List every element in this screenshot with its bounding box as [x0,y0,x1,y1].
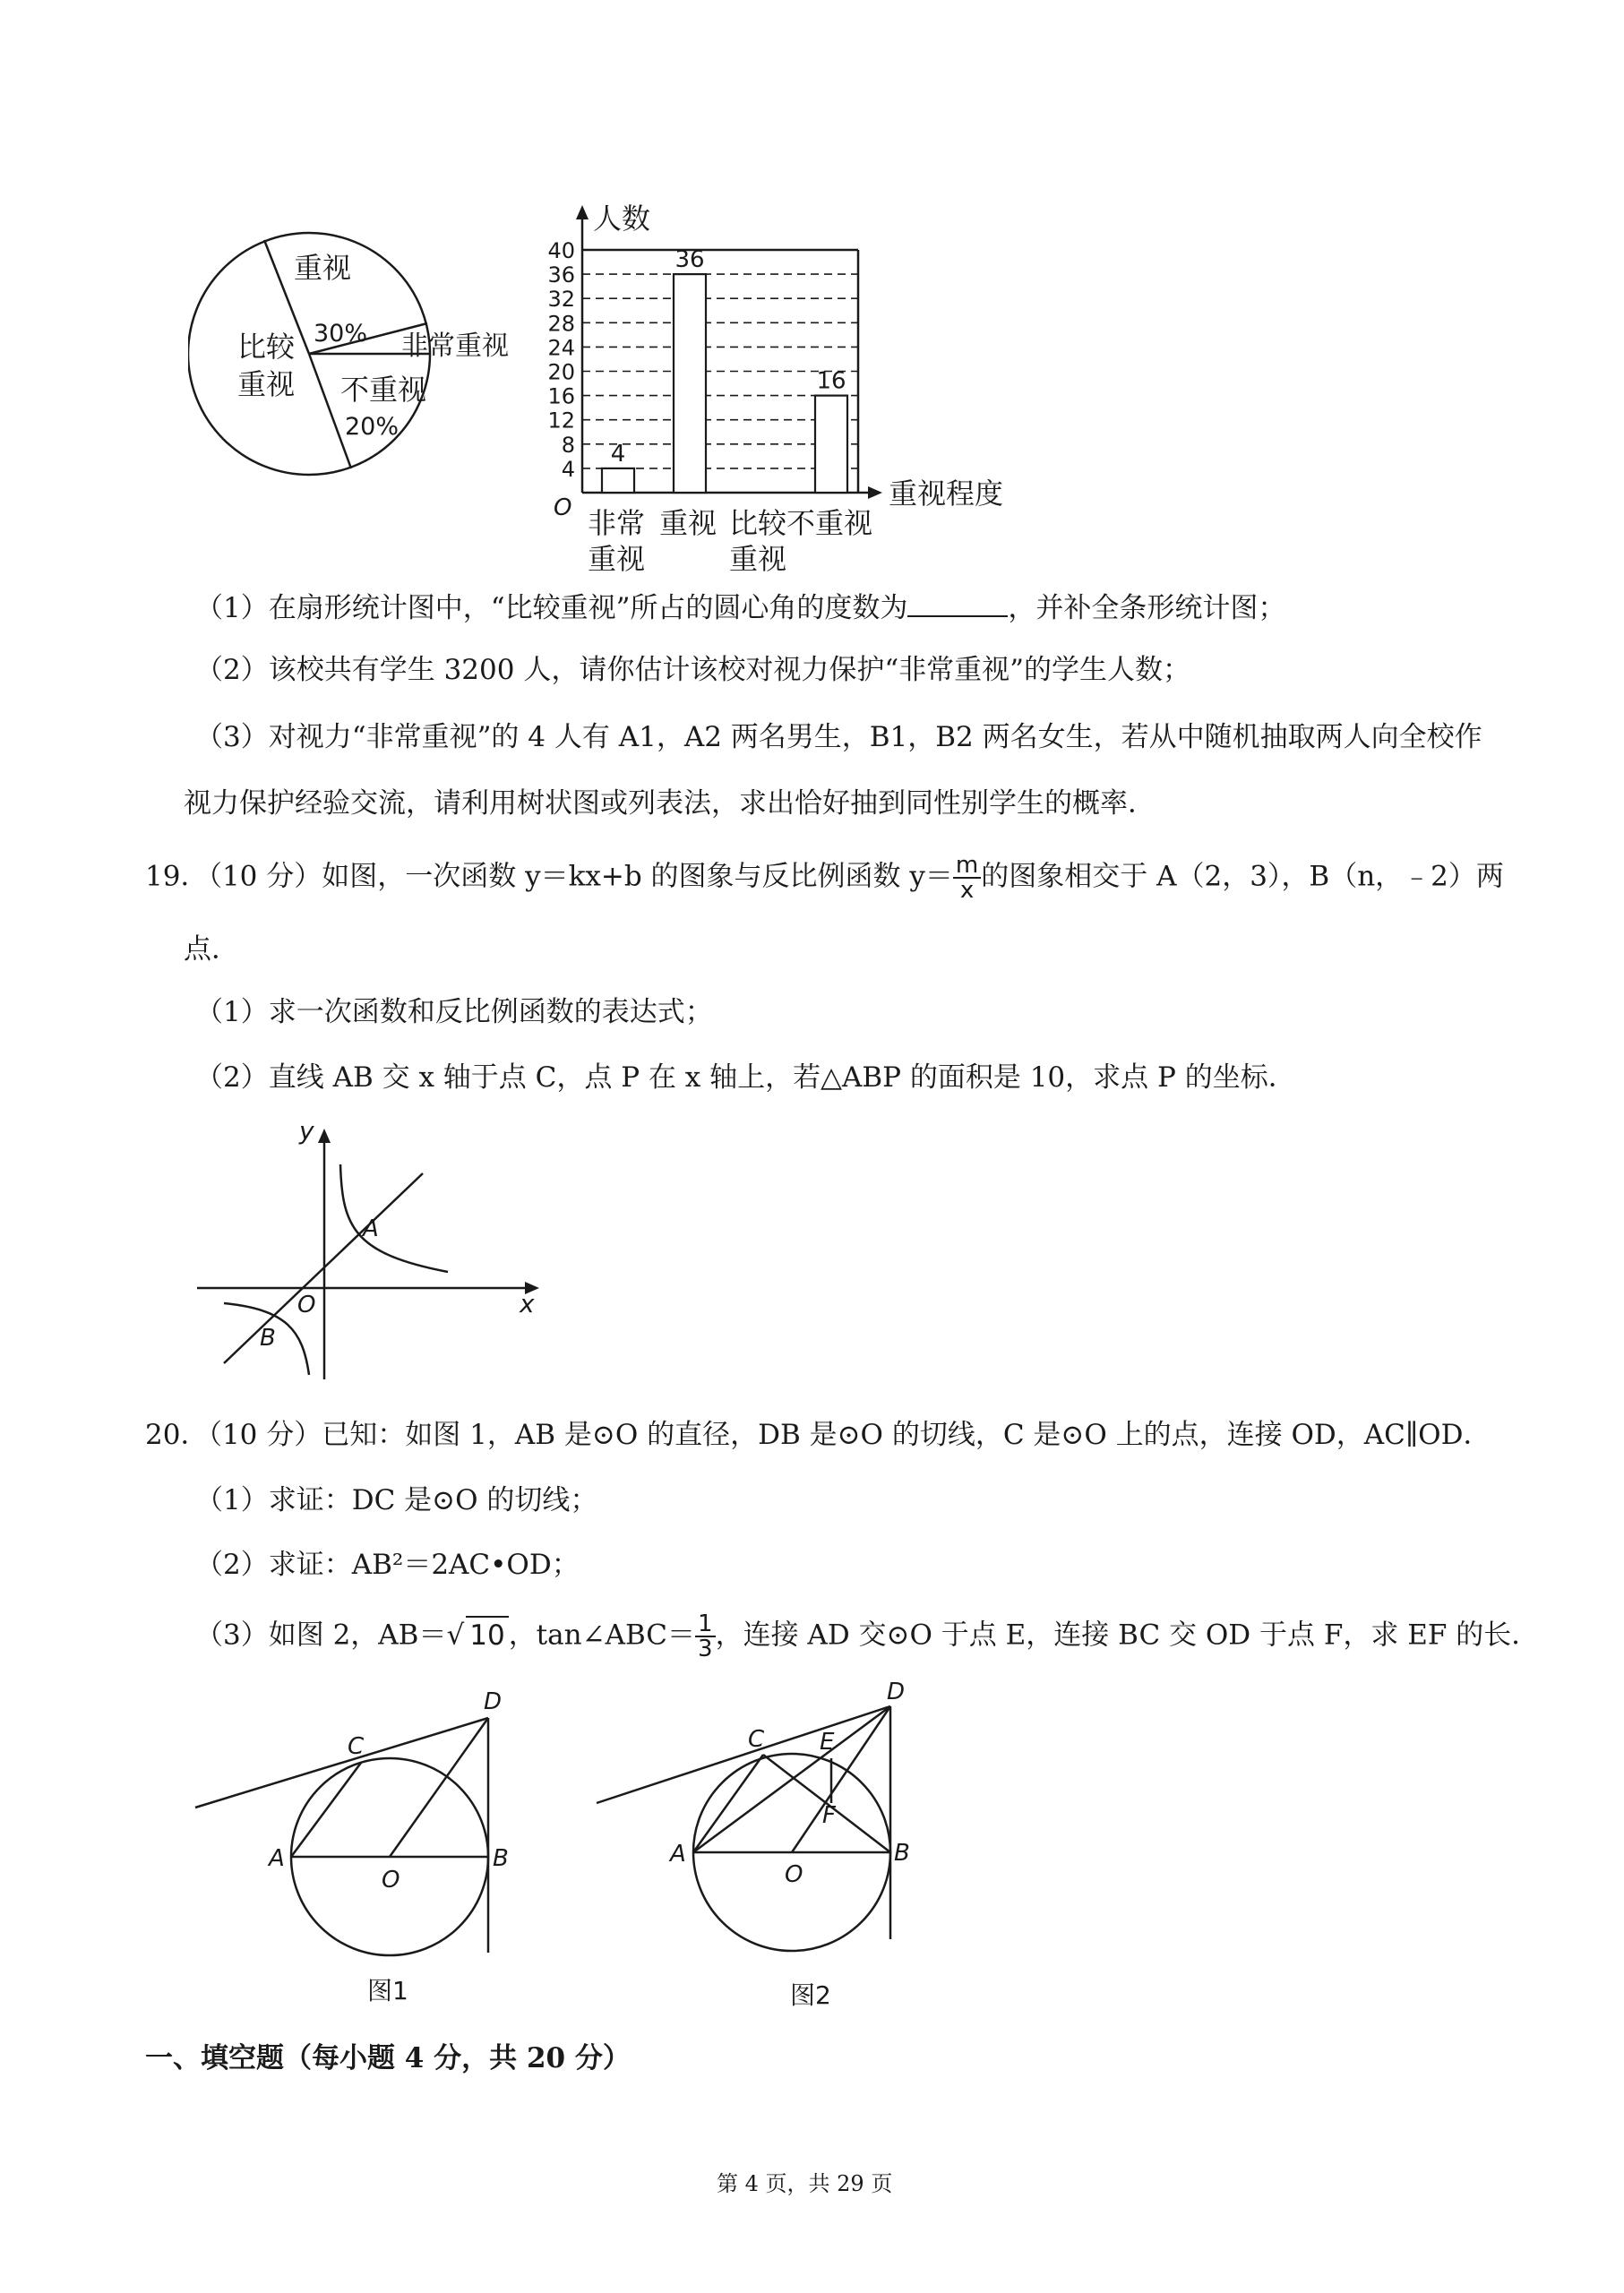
y-tick-label-40: 40 [547,238,575,263]
fig1-caption: 图1 [367,1976,408,2005]
y-axis-label: 人数 [593,202,651,236]
fig1-tangent-dc [195,1718,488,1808]
graph-label-y: y [299,1120,314,1146]
fig1-label-b: B [493,1845,509,1872]
y-tick-label-16: 16 [547,383,575,409]
fig2-segment-od [792,1706,890,1852]
pie-label-buzhongshi: 不重视 [340,373,427,407]
y-tick-label-24: 24 [547,335,575,361]
pie-percent-zhongshi: 30% [314,320,368,348]
pie-label-bijiao-line2: 重视 [237,367,296,401]
q20-part1: （1）求证：DC 是⊙O 的切线； [195,1484,598,1516]
sqrt-radicand: 10 [466,1616,508,1653]
fig2-label-b: B [894,1840,910,1867]
fig1-label-a: A [269,1845,285,1872]
graph-label-x: x [520,1289,535,1318]
bar-value-label-0: 4 [610,440,626,468]
y-tick-label-32: 32 [547,287,575,313]
fig2-label-c: C [748,1726,765,1753]
q20-part2: （2）求证：AB²＝2AC•OD； [195,1549,580,1581]
fig2-label-a: A [670,1841,686,1868]
y-axis-arrow [576,205,589,219]
fig1-segment-ac [291,1763,361,1857]
q20-stem: 20．（10 分）已知：如图 1，AB 是⊙O 的直径，DB 是⊙O 的切线，C 是⊙O 上的点，连接 OD，AC∥OD． [145,1419,1491,1451]
bar-0 [602,468,634,493]
graph-y-arrow [318,1129,331,1143]
q19-stem-b: 的图象相交于 A（2，3），B（n，﹣2）两 [981,860,1504,893]
q19-part1: （1）求一次函数和反比例函数的表达式； [195,996,713,1028]
y-tick-label-8: 8 [561,432,575,458]
x-category-label-2-0: 比较 [728,506,787,540]
q19-function-graph [188,1120,555,1388]
fraction-numerator: 1 [695,1612,716,1637]
y-tick-label-20: 20 [547,359,575,385]
bar-3 [815,396,847,493]
q19-stem [145,854,1504,902]
q19-part2: （2）直线 AB 交 x 轴于点 C，点 P 在 x 轴上，若△ABP 的面积是 10，求点 P 的坐标． [195,1061,1296,1094]
q18-part1-text-b: ，并补全条形统计图； [1008,592,1286,624]
fig2-label-d: D [887,1679,906,1705]
pie-label-feichang: 非常重视 [401,331,509,362]
graph-label-origin: O [297,1292,316,1318]
fig1-segment-od [390,1718,488,1857]
x-category-label-0-1: 重视 [587,542,646,576]
fig1-label-d: D [484,1688,503,1715]
q20-part3-text-a: （3）如图 2，AB＝ [195,1619,447,1652]
q20-figure-1 [188,1684,528,2015]
pie-divider-bottom [309,354,351,468]
pie-label-bijiao-line1: 比较 [237,330,296,364]
pie-percent-buzhongshi: 20% [345,413,400,441]
q18-part1 [195,590,1285,626]
y-tick-label-36: 36 [547,262,575,288]
q19-fraction [953,854,981,902]
bar-1 [674,274,706,493]
x-category-label-3-0: 不重视 [786,506,873,540]
fig2-label-e: E [820,1729,835,1756]
fig2-label-f: F [822,1802,836,1829]
q20-part3-text-b: ，tan∠ABC＝ [508,1619,696,1652]
x-category-label-2-1: 重视 [728,542,787,576]
y-tick-label-4: 4 [561,456,575,482]
q20-fraction [695,1612,716,1661]
bar-value-label-1: 36 [675,246,705,274]
pie-label-zhongshi: 重视 [294,251,352,285]
q20-part3-text-c: ，连接 AD 交⊙O 于点 E，连接 BC 交 OD 于点 F，求 EF 的长． [715,1619,1540,1652]
x-axis-label: 重视程度 [889,477,1004,511]
q18-part1-text-a: （1）在扇形统计图中，“比较重视”所占的圆心角的度数为 [195,592,908,624]
origin-label: O [554,494,572,521]
hyperbola-branch-upper [340,1164,448,1272]
fig1-label-o: O [382,1867,400,1894]
page-footer: 第 4 页，共 29 页 [717,2171,893,2196]
fraction-denominator: x [959,877,975,904]
q20-part3 [195,1612,1539,1661]
fig2-label-o: O [785,1861,803,1888]
q18-part3-line2: 视力保护经验交流，请利用树状图或列表法，求出恰好抽到同性别学生的概率． [184,787,1156,820]
x-axis-arrow [868,486,882,499]
x-category-label-0-0: 非常 [587,506,646,540]
graph-label-point-b: B [260,1325,276,1352]
q18-part2: （2）该校共有学生 3200 人，请你估计该校对视力保护“非常重视”的学生人数； [195,654,1191,686]
q19-stem-line2: 点． [184,933,239,966]
sqrt-sign: √ [446,1619,465,1652]
bar-chart [528,202,1030,578]
x-category-label-1-0: 重视 [658,506,717,540]
section-heading: 一、填空题（每小题 4 分，共 20 分） [145,2042,631,2074]
bar-value-label-3: 16 [816,367,846,395]
fig1-label-c: C [348,1733,365,1760]
y-tick-label-12: 12 [547,408,575,434]
fraction-denominator: 3 [698,1636,713,1662]
fig2-segment-ac [693,1755,763,1852]
y-tick-label-28: 28 [547,311,575,337]
fig2-tangent-dc [597,1706,890,1803]
q18-part3-line1: （3）对视力“非常重视”的 4 人有 A1，A2 两名男生，B1，B2 两名女生，若从中随机抽取两人向全校作 [195,721,1482,753]
answer-blank [907,592,1008,617]
fig2-caption: 图2 [790,1980,831,2010]
pie-chart [188,222,546,491]
q19-stem-a: 19．（10 分）如图，一次函数 y＝kx+b 的图象与反比例函数 y＝ [145,860,953,893]
graph-label-point-a: A [363,1215,379,1242]
q20-figure-2 [591,1679,949,2020]
fraction-numerator: m [953,854,981,879]
